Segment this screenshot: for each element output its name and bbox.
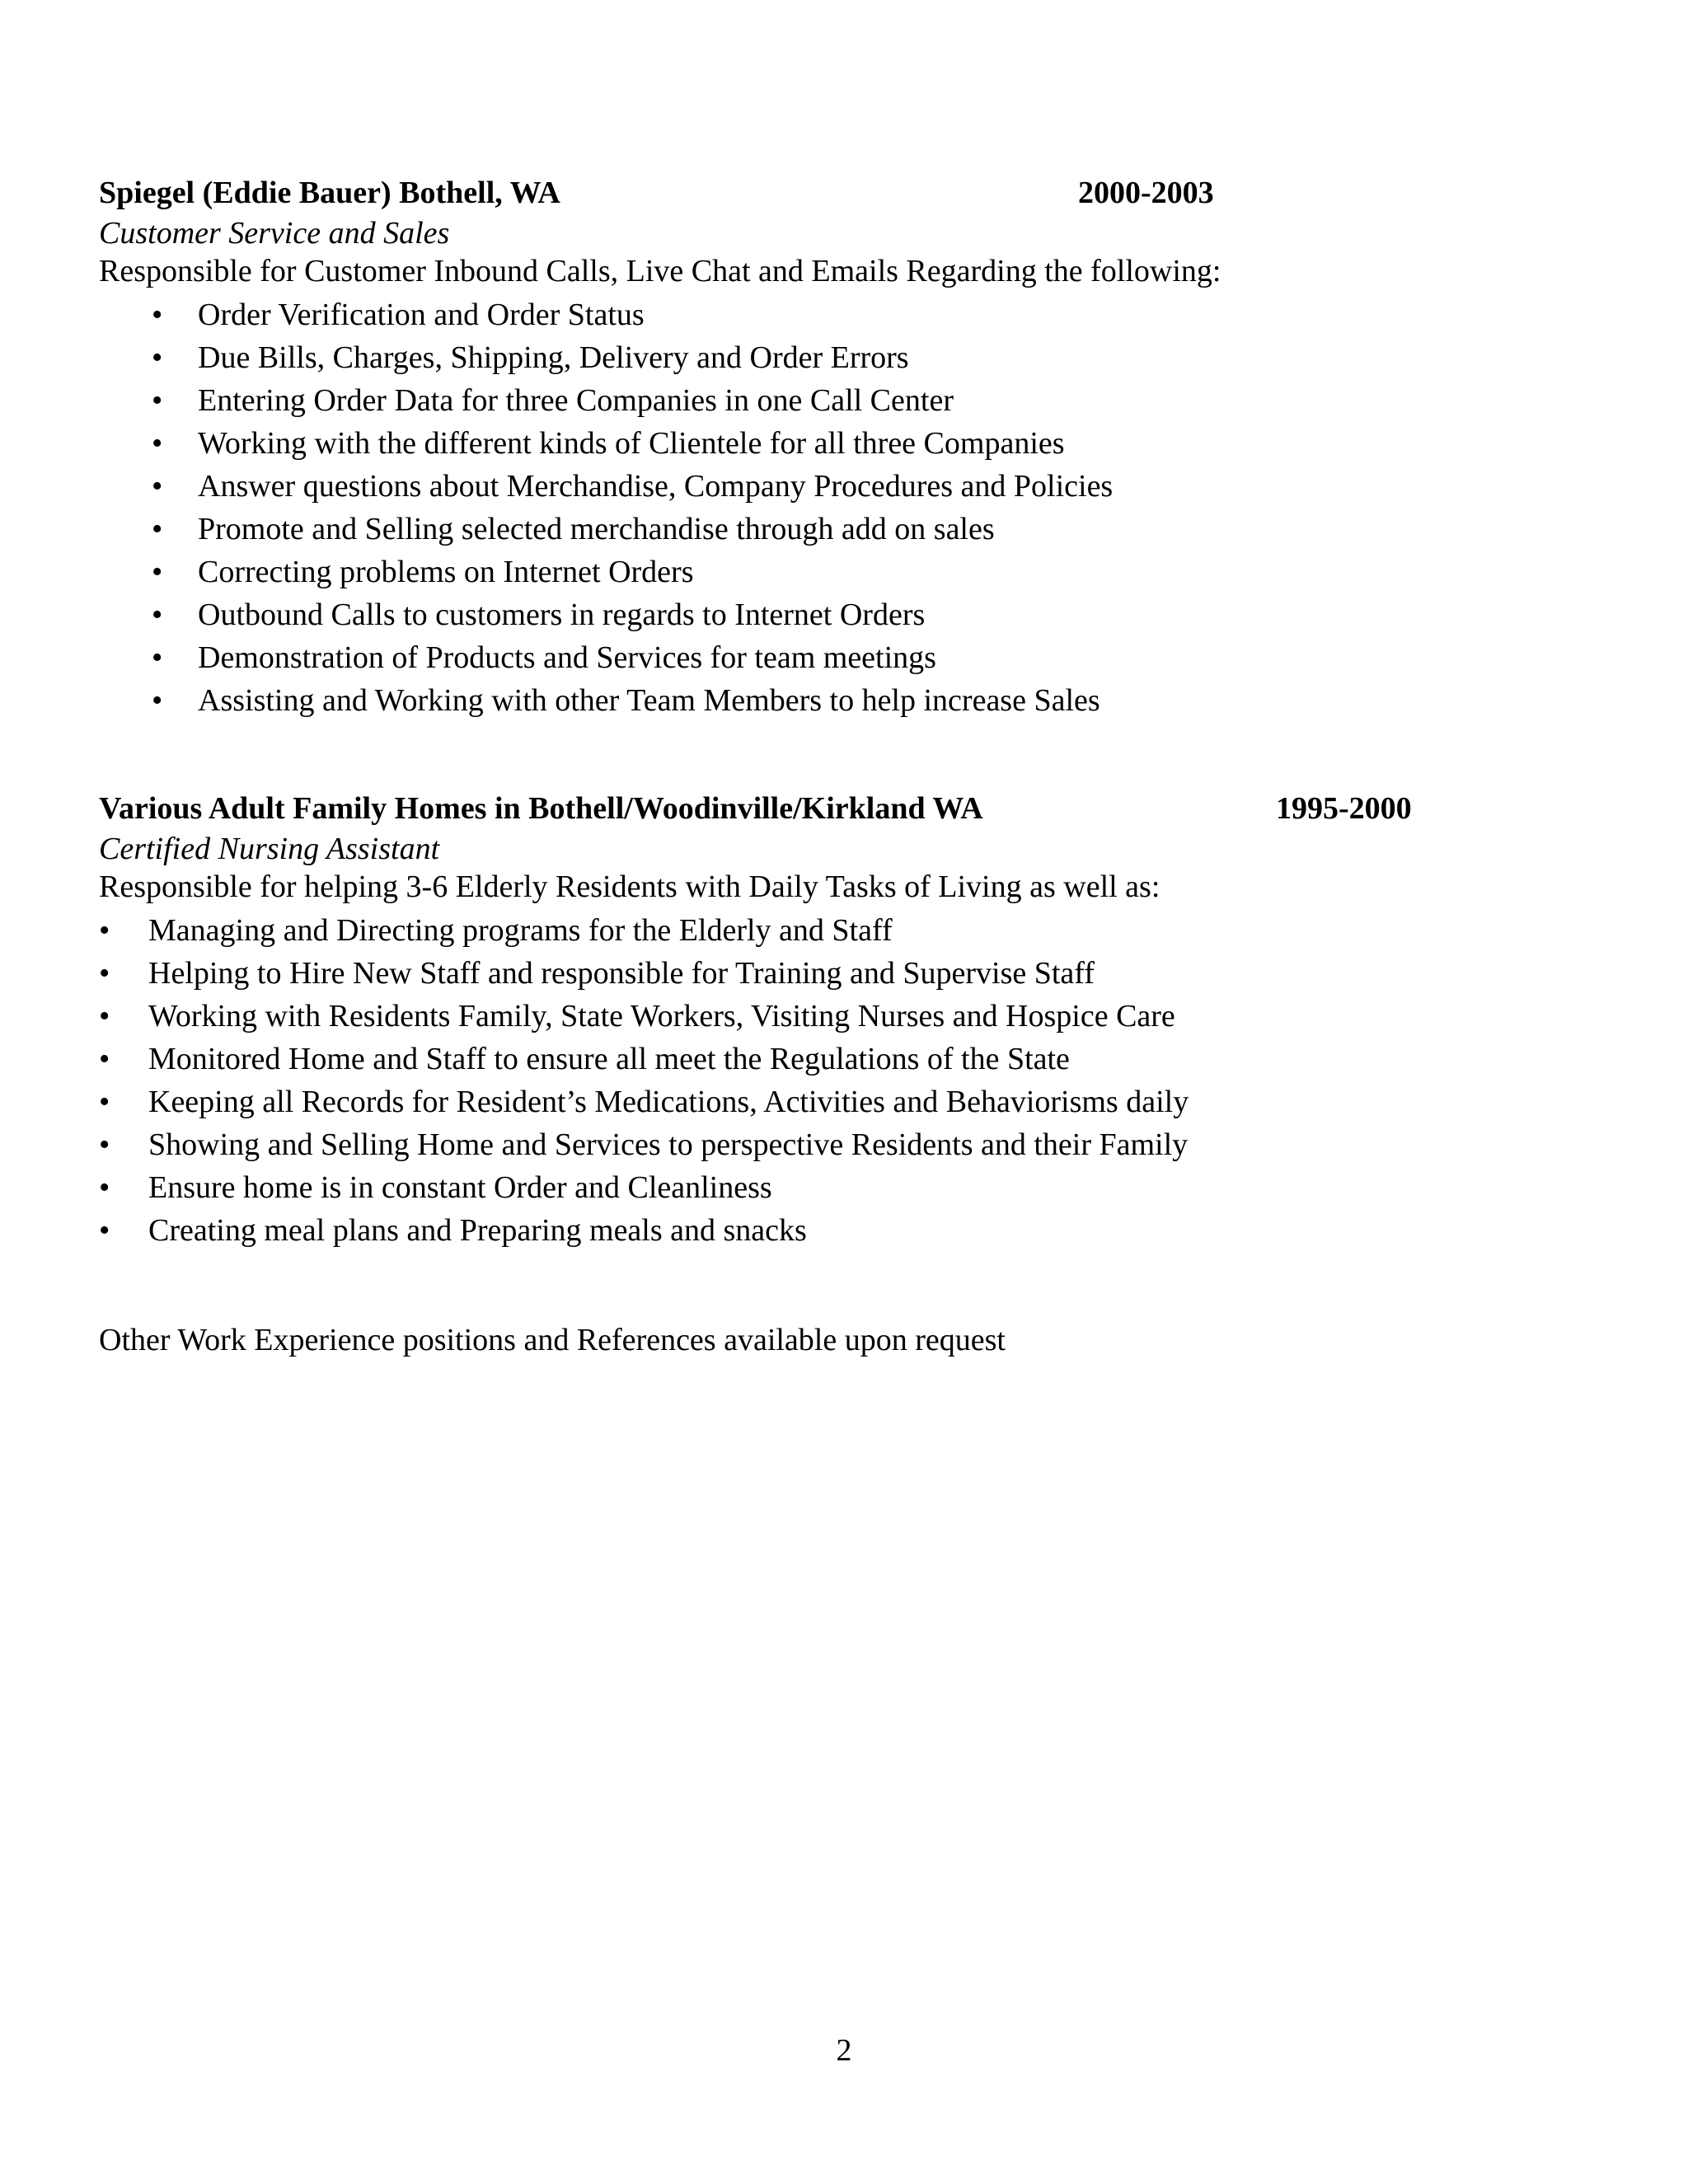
employment-dates: 1995-2000 <box>1276 791 1412 826</box>
page-number: 2 <box>836 2033 852 2068</box>
duty-item <box>99 679 1500 722</box>
duty-item <box>99 1166 1500 1209</box>
duty-item <box>99 1038 1500 1080</box>
employment-dates: 2000-2003 <box>1078 176 1214 210</box>
employer-name: Spiegel (Eddie Bauer) Bothell, WA <box>99 176 560 210</box>
references-note: Other Work Experience positions and References available upon request <box>99 1323 1006 1357</box>
bullet-icon: • <box>99 1213 110 1248</box>
job-entry-adult-family-homes <box>99 787 1500 1252</box>
bullet-icon: • <box>152 426 163 461</box>
job-header <box>99 787 1500 830</box>
duty-text: Creating meal plans and Preparing meals and snacks <box>148 1213 807 1248</box>
duty-text: Assisting and Working with other Team Members to help increase Sales <box>198 683 1100 718</box>
bullet-icon: • <box>99 1170 110 1205</box>
job-title: Customer Service and Sales <box>99 216 450 251</box>
duty-text: Outbound Calls to customers in regards to Internet Orders <box>198 598 926 632</box>
duty-text: Showing and Selling Home and Services to perspective Residents and their Family <box>148 1127 1189 1162</box>
employer-name: Various Adult Family Homes in Bothell/Woodinville/Kirkland WA <box>99 791 983 826</box>
duty-text: Entering Order Data for three Companies in one Call Center <box>198 383 954 418</box>
duty-text: Helping to Hire New Staff and responsible for Training and Supervise Staff <box>148 956 1095 991</box>
duty-text: Managing and Directing programs for the Elderly and Staff <box>148 913 893 948</box>
bullet-icon: • <box>99 1085 110 1119</box>
job-responsibility-intro: Responsible for Customer Inbound Calls, Live Chat and Emails Regarding the following: <box>99 254 1221 288</box>
duty-item <box>99 379 1500 422</box>
duty-text: Answer questions about Merchandise, Company Procedures and Policies <box>198 469 1114 504</box>
duty-item <box>99 952 1500 995</box>
job-title: Certified Nursing Assistant <box>99 832 440 866</box>
duty-item <box>99 1209 1500 1252</box>
bullet-icon: • <box>152 298 163 332</box>
duties-list <box>99 293 1500 722</box>
bullet-icon: • <box>99 1127 110 1162</box>
bullet-icon: • <box>99 999 110 1033</box>
duty-text: Working with the different kinds of Clientele for all three Companies <box>198 426 1065 461</box>
duty-item <box>99 293 1500 336</box>
duty-item <box>99 1123 1500 1166</box>
duty-text: Promote and Selling selected merchandise through add on sales <box>198 512 995 546</box>
duty-text: Working with Residents Family, State Workers, Visiting Nurses and Hospice Care <box>148 999 1175 1033</box>
duty-item <box>99 422 1500 465</box>
duty-item <box>99 636 1500 679</box>
duty-text: Order Verification and Order Status <box>198 298 645 332</box>
duty-item <box>99 1080 1500 1123</box>
duty-item <box>99 465 1500 508</box>
duty-text: Demonstration of Products and Services for team meetings <box>198 640 936 675</box>
duty-item <box>99 336 1500 379</box>
bullet-icon: • <box>99 913 110 948</box>
duty-item <box>99 508 1500 551</box>
job-entry-spiegel <box>99 171 1500 722</box>
duty-text: Keeping all Records for Resident’s Medications, Activities and Behaviorisms daily <box>148 1085 1189 1119</box>
duty-item <box>99 909 1500 952</box>
bullet-icon: • <box>152 640 163 675</box>
duty-text: Monitored Home and Staff to ensure all meet the Regulations of the State <box>148 1042 1070 1076</box>
bullet-icon: • <box>152 555 163 589</box>
bullet-icon: • <box>152 512 163 546</box>
job-responsibility-intro: Responsible for helping 3-6 Elderly Residents with Daily Tasks of Living as well as: <box>99 869 1160 904</box>
bullet-icon: • <box>152 383 163 418</box>
bullet-icon: • <box>99 956 110 991</box>
bullet-icon: • <box>99 1042 110 1076</box>
job-header <box>99 171 1500 214</box>
duty-text: Correcting problems on Internet Orders <box>198 555 694 589</box>
duty-text: Ensure home is in constant Order and Cleanliness <box>148 1170 772 1205</box>
duty-item <box>99 995 1500 1038</box>
bullet-icon: • <box>152 683 163 718</box>
duty-item <box>99 551 1500 593</box>
bullet-icon: • <box>152 340 163 375</box>
duties-list <box>99 909 1500 1252</box>
bullet-icon: • <box>152 598 163 632</box>
duty-text: Due Bills, Charges, Shipping, Delivery and Order Errors <box>198 340 909 375</box>
duty-item <box>99 593 1500 636</box>
bullet-icon: • <box>152 469 163 504</box>
